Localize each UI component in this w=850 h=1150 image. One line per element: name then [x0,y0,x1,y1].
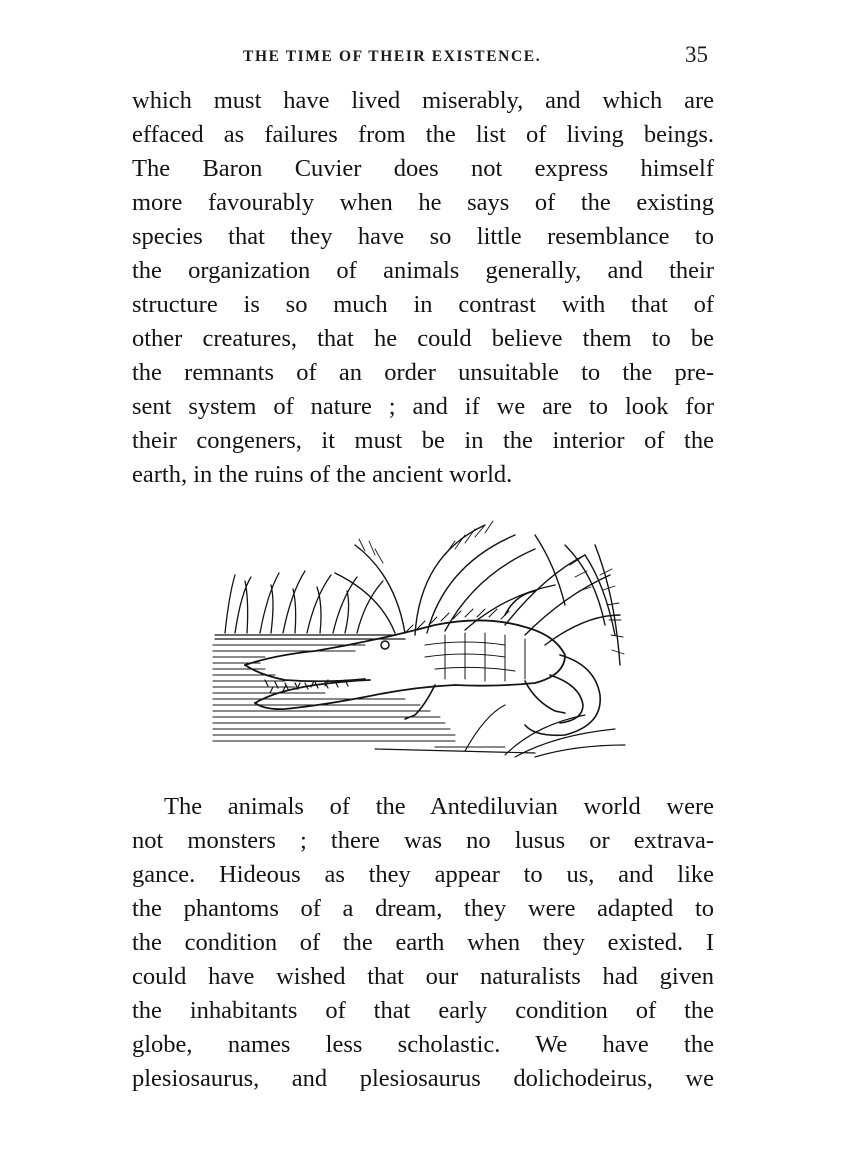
text-line: the inhabitants of that early condition of the [132,997,714,1024]
paragraph-1 [132,84,714,492]
text-line: more favourably when he says of the existing [132,189,714,216]
text-line: the condition of the earth when they existed. I [132,929,714,956]
text-line: globe, names less scholastic. We have the [132,1031,714,1058]
text-line: their congeners, it must be in the interior of the [132,427,714,454]
text-line: structure is so much in contrast with that of [132,291,714,318]
text-line: the remnants of an order unsuitable to the pre- [132,359,714,386]
running-head: THE TIME OF THEIR EXISTENCE. [243,48,542,65]
text-line: the phantoms of a dream, they were adapted to [132,895,714,922]
text-line: gance. Hideous as they appear to us, and like [132,861,714,888]
text-line: The animals of the Antediluvian world were [164,793,714,820]
text-line: plesiosaurus, and plesiosaurus dolichodeirus, we [132,1065,714,1092]
text-line: not monsters ; there was no lusus or extrava- [132,827,714,854]
text-line: species that they have so little resemblance to [132,223,714,250]
text-line: sent system of nature ; and if we are to look for [132,393,714,420]
text-line: could have wished that our naturalists had given [132,963,714,990]
text-line: earth, in the ruins of the ancient world. [132,461,513,488]
text-line: the organization of animals generally, and their [132,257,714,284]
page-number: 35 [685,42,708,67]
text-line: which must have lived miserably, and which are [132,87,714,114]
crocodile-engraving-icon [205,515,635,765]
text-line: The Baron Cuvier does not express himself [132,155,714,182]
text-line: other creatures, that he could believe them to be [132,325,714,352]
text-line: effaced as failures from the list of living beings. [132,121,714,148]
paragraph-2 [132,790,714,1096]
